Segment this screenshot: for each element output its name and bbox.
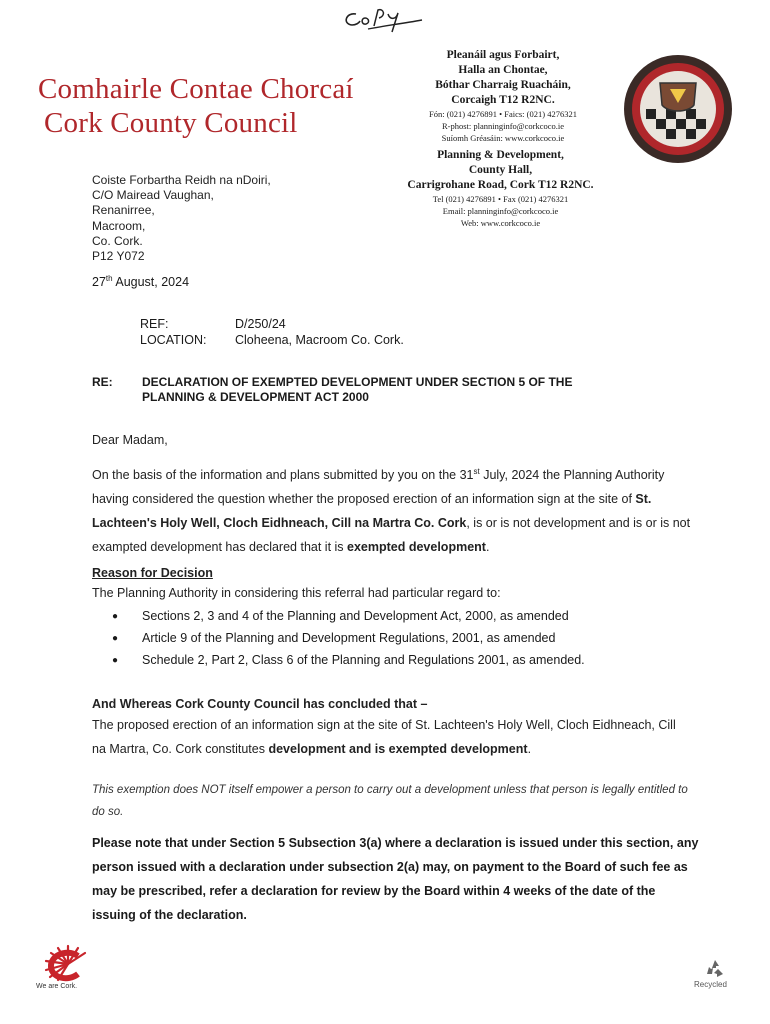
- recycled-label: Recycled: [694, 980, 727, 989]
- council-name-irish: Comhairle Contae Chorcaí: [38, 73, 354, 105]
- verdict: exempted development: [347, 540, 486, 555]
- recipient-line: Macroom,: [92, 218, 146, 233]
- irish-address-line: Corcaigh T12 R2NC.: [451, 94, 555, 106]
- logo-caption: We are Cork.: [36, 983, 78, 990]
- bullet-icon: ●: [112, 632, 119, 644]
- re-label: RE:: [92, 375, 113, 389]
- whereas-paragraph: [92, 713, 692, 761]
- para-text: .: [527, 742, 532, 756]
- council-name-english: Cork County Council: [44, 107, 298, 139]
- english-address-line: County Hall,: [468, 164, 533, 176]
- irish-phone-fax: Fón: (021) 4276891 • Faics: (021) 4276321: [429, 109, 577, 119]
- reference-block: [140, 316, 404, 348]
- recipient-line: Coiste Forbartha Reidh na nDoiri,: [92, 173, 271, 187]
- recipient-line: Co. Cork.: [92, 233, 143, 248]
- irish-address-line: Pleanáil agus Forbairt,: [446, 49, 560, 61]
- list-item: [112, 627, 585, 649]
- para-text: The proposed erection of an information sign at the site of St. Lachteen's Holy Well, Cloch Eidhneach, Cill na Martra, Co. Cork constitutes: [92, 718, 676, 756]
- para-text: July, 2024 the Planning Authority having considered the question whether the proposed erection of an information sign at the site of: [92, 468, 665, 507]
- recipient-line: C/O Mairead Vaughan,: [92, 188, 214, 203]
- handwritten-copy-mark: [338, 4, 428, 34]
- we-are-cork-logo-icon: [38, 942, 98, 1002]
- english-address-line: Carrigrohane Road, Cork T12 R2NC.: [407, 179, 594, 191]
- date-suffix: th: [105, 274, 113, 283]
- decision-paragraph: [92, 460, 692, 559]
- english-address-line: Planning & Development,: [437, 149, 564, 161]
- english-phone-fax: Tel (021) 4276891 • Fax (021) 4276321: [432, 194, 569, 204]
- re-line: DECLARATION OF EXEMPTED DEVELOPMENT UNDER SECTION 5 OF THE: [142, 375, 573, 389]
- list-item-text: Article 9 of the Planning and Development Regulations, 2001, as amended: [142, 631, 556, 645]
- recipient-line: P12 Y072: [92, 249, 145, 264]
- date-rest: August, 2024: [112, 275, 190, 290]
- irish-address-line: Bóthar Charraig Ruacháin,: [435, 79, 571, 91]
- reason-heading: Reason for Decision: [92, 566, 213, 580]
- ref-value: D/250/24: [235, 317, 286, 331]
- recycle-icon: [704, 958, 726, 980]
- salutation: Dear Madam,: [92, 433, 168, 447]
- bullet-icon: ●: [112, 610, 119, 622]
- list-item-text: Sections 2, 3 and 4 of the Planning and Development Act, 2000, as amended: [142, 609, 569, 623]
- location-value: Cloheena, Macroom Co. Cork.: [235, 333, 404, 347]
- reason-list: [112, 605, 585, 671]
- re-line: PLANNING & DEVELOPMENT ACT 2000: [142, 390, 369, 404]
- list-item: [112, 649, 585, 671]
- exemption-note: This exemption does NOT itself empower a person to carry out a development unless that person is legally entitled to do so.: [92, 784, 688, 818]
- para-text: On the basis of the information and plans submitted by you on the 31: [92, 468, 474, 483]
- council-crest-icon: [622, 53, 734, 165]
- conclusion: development and is exempted development: [268, 742, 528, 756]
- irish-email: R-phost: planninginfo@corkcoco.ie: [441, 121, 565, 131]
- re-subject: [142, 375, 642, 405]
- irish-address-block: [398, 48, 608, 144]
- letter-date: [92, 274, 189, 289]
- whereas-heading: And Whereas Cork County Council has concluded that –: [92, 697, 428, 711]
- english-address-block: [388, 148, 613, 229]
- para-sup: st: [473, 467, 480, 476]
- reason-intro: The Planning Authority in considering this referral had particular regard to:: [92, 586, 501, 600]
- site-name: St. Lachteen's Holy Well, Cloch Eidhneach, Cill na Martra Co. Cork: [92, 492, 652, 531]
- review-notice: Please note that under Section 5 Subsection 3(a) where a declaration is issued under this section, any person issued with a declaration under subsection 2(a) may, on payment to the Board of such fee as may be prescribed, refer a declaration for review by the Board within 4 weeks of the date of the issuing of the declaration.: [92, 836, 699, 922]
- list-item: [112, 605, 585, 627]
- english-email: Email: planninginfo@corkcoco.ie: [442, 206, 559, 216]
- irish-web: Suíomh Gréasáin: www.corkcoco.ie: [441, 133, 565, 143]
- recipient-line: Renanirree,: [92, 203, 155, 218]
- location-label: LOCATION:: [140, 333, 207, 347]
- irish-address-line: Halla an Chontae,: [458, 64, 548, 76]
- para-text: , is or is not development and is or is not exampted development has declared that it is: [92, 516, 691, 555]
- english-web: Web: www.corkcoco.ie: [460, 218, 541, 228]
- ref-label: REF:: [140, 317, 169, 331]
- date-day: 27: [92, 275, 106, 290]
- bullet-icon: ●: [112, 654, 119, 666]
- recipient-address: [92, 173, 271, 264]
- list-item-text: Schedule 2, Part 2, Class 6 of the Planning and Regulations 2001, as amended.: [142, 653, 585, 667]
- para-text: .: [485, 540, 490, 555]
